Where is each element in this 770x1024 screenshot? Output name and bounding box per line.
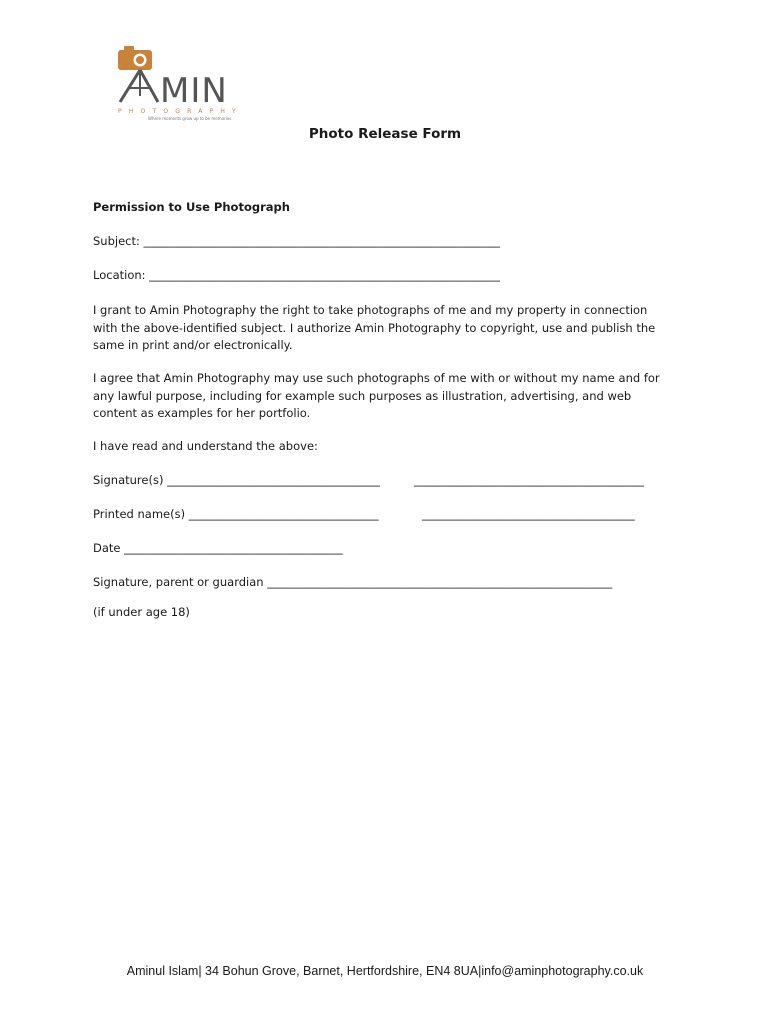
signature-field-second[interactable]: ________________________________________ (414, 473, 644, 487)
logo-tagline: Where moments grow up to be memories (148, 116, 232, 121)
page-title: Photo Release Form (308, 126, 462, 142)
agreement-paragraph: I agree that Amin Photography may use such photographs of me with or without my name and for any lawful purpose, including for example such purposes as illustration, advertising, and web content as examples for her portfolio. (93, 371, 660, 420)
subject-field[interactable]: Subject: ______________________________________________________________ (93, 234, 501, 248)
logo-wordmark: MIN (160, 71, 228, 111)
date-field[interactable]: Date ______________________________________ (93, 541, 343, 555)
guardian-note: (if under age 18) (93, 605, 190, 619)
company-logo (112, 44, 252, 124)
printed-name-field[interactable]: Printed name(s) _________________________________ (93, 507, 379, 521)
read-statement: I have read and understand the above: (93, 439, 318, 453)
footer-contact: Aminul Islam| 34 Bohun Grove, Barnet, Hertfordshire, EN4 8UA|info@aminphotography.co.uk (126, 964, 644, 978)
signature-field[interactable]: Signature(s) _____________________________________ (93, 473, 380, 487)
printed-name-field-second[interactable]: _____________________________________ (422, 507, 635, 521)
grant-paragraph: I grant to Amin Photography the right to take photographs of me and my property in connection with the above-identified subject. I authorize Amin Photography to copyright, use and publish the same in print and/or electronically. (93, 303, 656, 352)
camera-tripod-logo-icon (112, 44, 252, 124)
section-heading: Permission to Use Photograph (93, 200, 290, 214)
location-field[interactable]: Location: _____________________________________________________________ (93, 268, 500, 282)
logo-subtext: PHOTOGRAPHY (118, 108, 243, 115)
guardian-signature-field[interactable]: Signature, parent or guardian ____________________________________________________________ (93, 575, 613, 589)
